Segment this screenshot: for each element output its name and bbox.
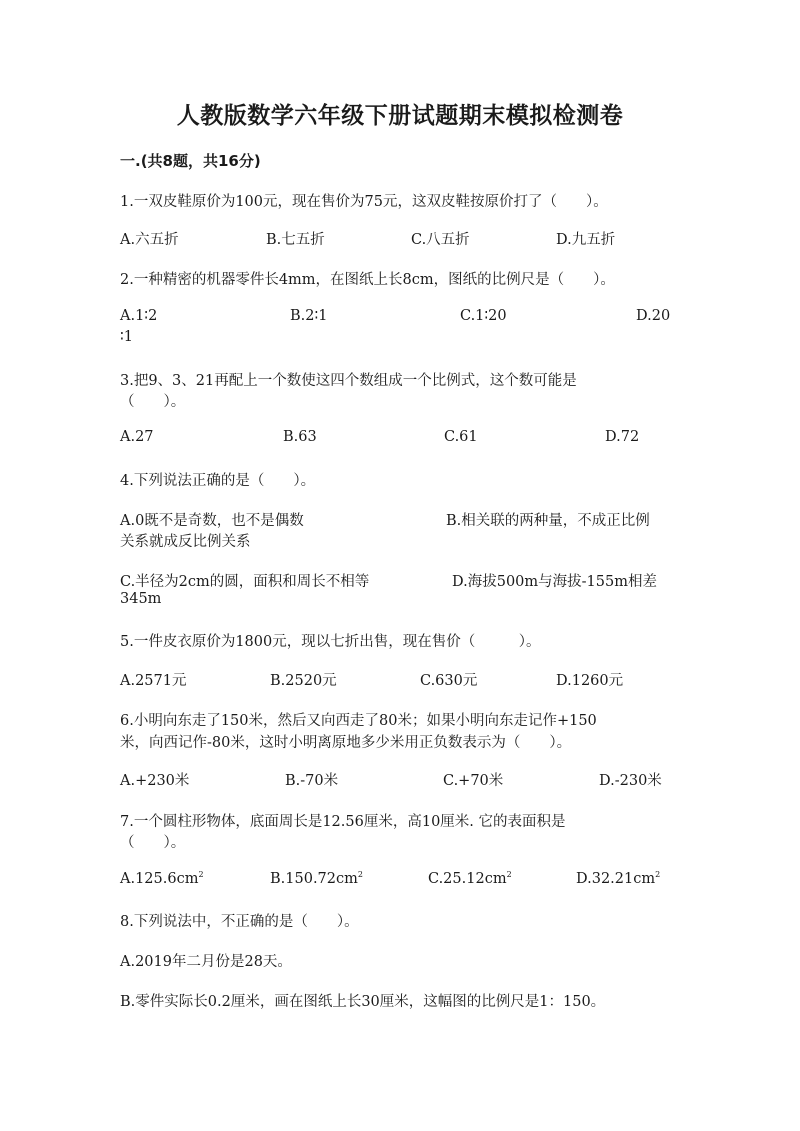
question-1-stem: 1.一双皮鞋原价为100元，现在售价为75元，这双皮鞋按原价打了（ ）。 <box>120 194 608 210</box>
q7-option-c-text: C.25.12cm <box>428 870 507 887</box>
q7-option-a <box>120 870 204 887</box>
q3-option-d: D.72 <box>605 429 640 445</box>
q5-option-a: A.2571元 <box>120 673 187 689</box>
q2-option-d: D.20 <box>636 308 671 324</box>
q3-option-b: B.63 <box>283 429 317 445</box>
q6-option-c: C.+70米 <box>443 773 504 789</box>
q7-option-a-text: A.125.6cm <box>120 870 199 887</box>
q1-option-c: C.八五折 <box>411 232 470 248</box>
q4-option-a: A.0既不是奇数，也不是偶数 <box>120 513 304 529</box>
q8-option-a: A.2019年二月份是28天。 <box>120 954 292 970</box>
question-3-stem-line1: 3.把9、3、21再配上一个数使这四个数组成一个比例式，这个数可能是 <box>120 373 577 389</box>
q7-option-b-sup: 2 <box>357 870 363 879</box>
q7-option-b-text: B.150.72cm <box>270 870 358 887</box>
q4-option-d: D.海拔500m与海拔-155m相差 <box>452 574 657 590</box>
section-heading: 一.(共8题，共16分) <box>120 152 261 170</box>
q7-option-c-sup: 2 <box>506 870 512 879</box>
q6-option-a: A.+230米 <box>120 773 190 789</box>
question-5-stem: 5.一件皮衣原价为1800元，现以七折出售，现在售价（ ）。 <box>120 634 541 650</box>
question-4-stem: 4.下列说法正确的是（ ）。 <box>120 473 316 489</box>
page-title: 人教版数学六年级下册试题期末模拟检测卷 <box>176 103 624 129</box>
q7-option-c <box>428 870 512 887</box>
q5-option-b: B.2520元 <box>270 673 337 689</box>
question-6-stem-line1: 6.小明向东走了150米，然后又向西走了80米；如果小明向东走记作+150 <box>120 713 597 729</box>
q7-option-d-sup: 2 <box>655 870 661 879</box>
q7-option-b <box>270 870 363 887</box>
q2-option-b: B.2∶1 <box>290 308 328 324</box>
question-2-stem: 2.一种精密的机器零件长4mm，在图纸上长8cm，图纸的比例尺是（ ）。 <box>120 272 615 288</box>
q4-option-c: C.半径为2cm的圆，面积和周长不相等 <box>120 574 370 590</box>
q3-option-c: C.61 <box>444 429 478 445</box>
q6-option-d: D.-230米 <box>599 773 662 789</box>
question-7-stem-line1: 7.一个圆柱形物体，底面周长是12.56厘米，高10厘米. 它的表面积是 <box>120 814 566 830</box>
question-8-stem: 8.下列说法中，不正确的是（ ）。 <box>120 914 359 930</box>
q2-option-c: C.1∶20 <box>460 308 507 324</box>
q7-option-d <box>576 870 660 887</box>
q8-option-b: B.零件实际长0.2厘米，画在图纸上长30厘米，这幅图的比例尺是1：150。 <box>120 994 606 1010</box>
q4-option-d-cont: 345m <box>120 591 162 607</box>
q1-option-d: D.九五折 <box>556 232 616 248</box>
q5-option-c: C.630元 <box>420 673 478 689</box>
question-7-stem-line2: （ ）。 <box>120 835 186 851</box>
question-6-stem-line2: 米，向西记作-80米，这时小明离原地多少米用正负数表示为（ ）。 <box>120 735 572 751</box>
q2-option-a: A.1∶2 <box>120 308 158 324</box>
q7-option-a-sup: 2 <box>198 870 204 879</box>
q1-option-a: A.六五折 <box>120 232 179 248</box>
q4-option-b: B.相关联的两种量，不成正比例 <box>446 513 650 529</box>
q2-option-d-cont: ∶1 <box>120 329 133 345</box>
q4-option-b-cont: 关系就成反比例关系 <box>120 534 251 550</box>
q5-option-d: D.1260元 <box>556 673 624 689</box>
q1-option-b: B.七五折 <box>266 232 325 248</box>
q3-option-a: A.27 <box>120 429 154 445</box>
q6-option-b: B.-70米 <box>285 773 339 789</box>
question-3-stem-line2: （ ）。 <box>120 394 186 410</box>
q7-option-d-text: D.32.21cm <box>576 870 656 887</box>
